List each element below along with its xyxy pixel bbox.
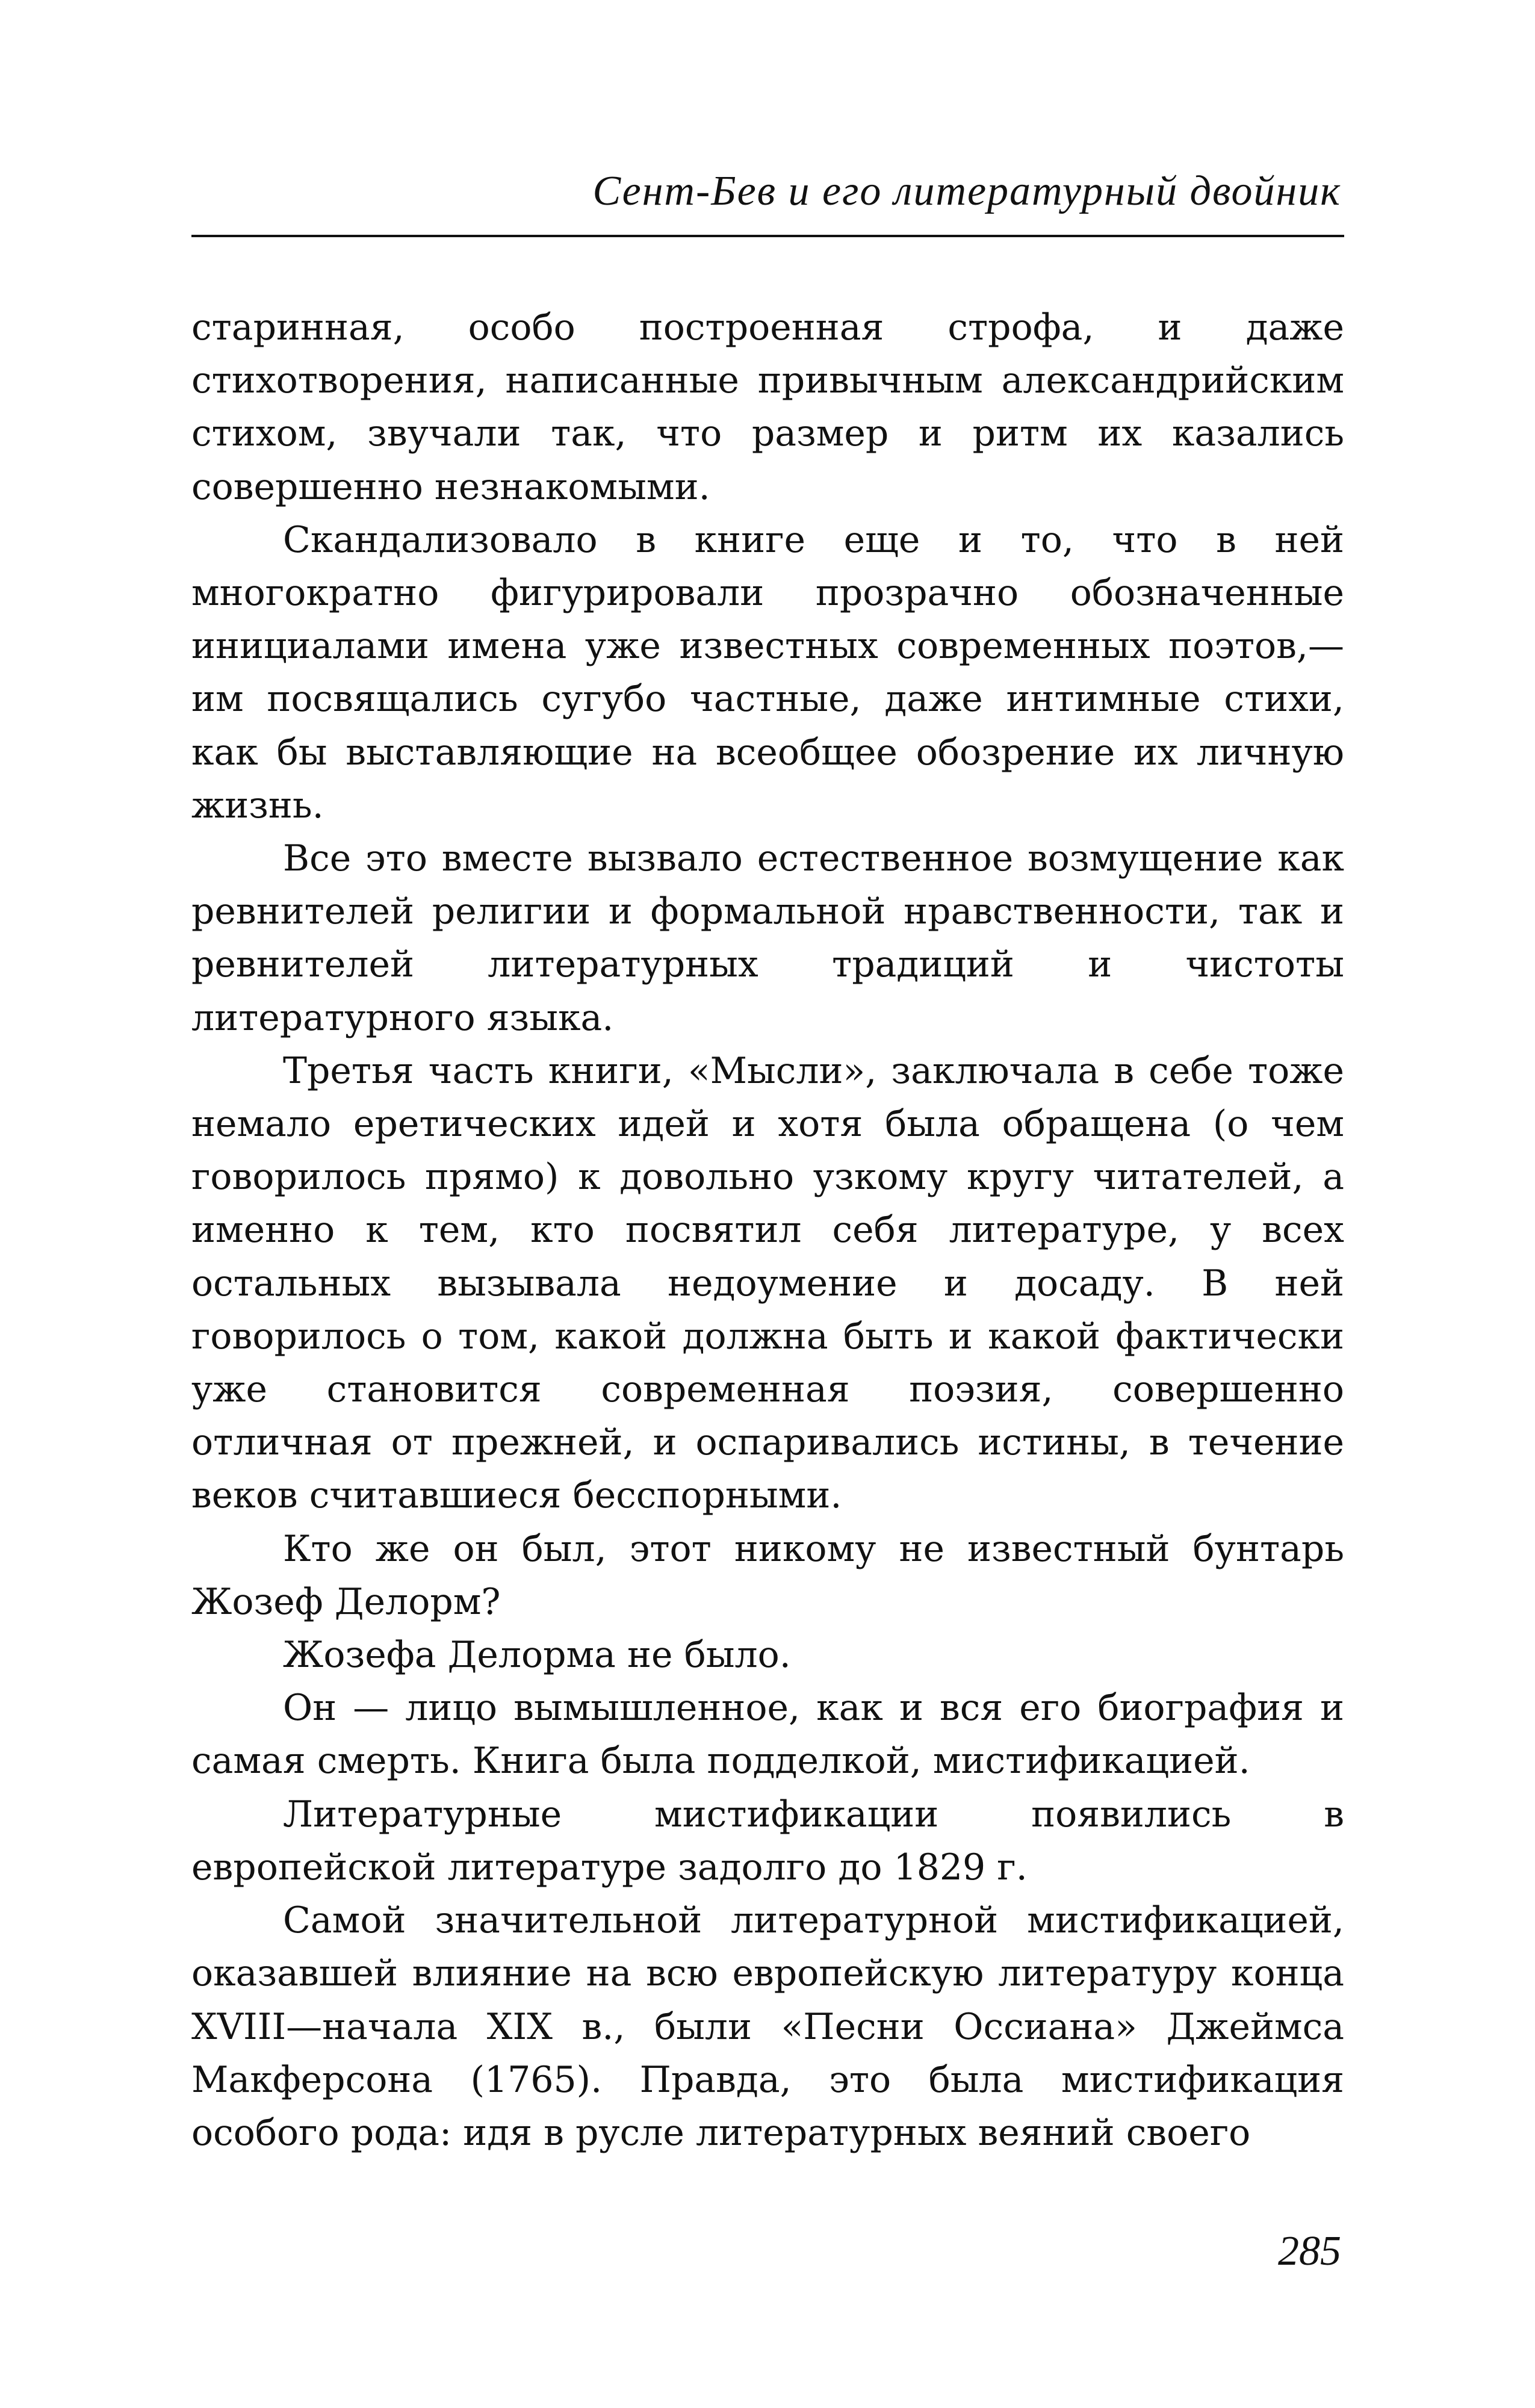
paragraph: Жозефа Делорма не было. bbox=[283, 1634, 791, 1677]
running-header: Сент-Бев и его литературный двойник bbox=[592, 168, 1341, 214]
paragraph: Он — лицо вымышленное, как и вся его биография и самая смерть. Книга была подделкой, мистификацией. bbox=[191, 1687, 1344, 1783]
paragraph: Кто же он был, этот никому не известный бунтарь Жозеф Делорм? bbox=[191, 1527, 1344, 1623]
paragraph: Скандализовало в книге еще и то, что в ней многократно фигурировали прозрачно обозначенные инициалами имена уже известных современных поэтов,— им посвящались сугубо частные, даже интимные стихи, как бы выставляющие на всеобщее обозрение их личную жизнь. bbox=[191, 518, 1344, 827]
paragraph: Литературные мистификации появились в европейской литературе задолго до 1829 г. bbox=[191, 1793, 1344, 1888]
paragraph: Все это вместе вызвало естественное возмущение как ревнителей религии и формальной нравственности, так и ревнителей литературных традиций и чистоты литературного языка. bbox=[191, 837, 1344, 1039]
header-divider bbox=[191, 235, 1344, 237]
paragraph: старинная, особо построенная строфа, и даже стихотворения, написанные привычным александрийским стихом, звучали так, что размер и ритм их казались совершенно незнакомыми. bbox=[191, 306, 1344, 508]
paragraph: Третья часть книги, «Мысли», заключала в себе тоже немало еретических идей и хотя была обращена (о чем говорилось прямо) к довольно узкому кругу читателей, а именно к тем, кто посвятил себя литературе, у всех остальных вызывала недоумение и досаду. В ней говорилось о том, какой должна быть и какой фактически уже становится современная поэзия, совершенно отличная от прежней, и оспаривались истины, в течение веков считавшиеся бесспорными. bbox=[191, 1049, 1344, 1517]
paragraph: Самой значительной литературной мистификацией, оказавшей влияние на всю европейскую литературу конца XVIII—начала XIX в., были «Песни Оссиана» Джеймса Макферсона (1765). Правда, это была мистификация особого рода: идя в русле литературных веяний своего bbox=[191, 1899, 1344, 2154]
page-body bbox=[191, 301, 1344, 2159]
page-number: 285 bbox=[1278, 2228, 1341, 2274]
